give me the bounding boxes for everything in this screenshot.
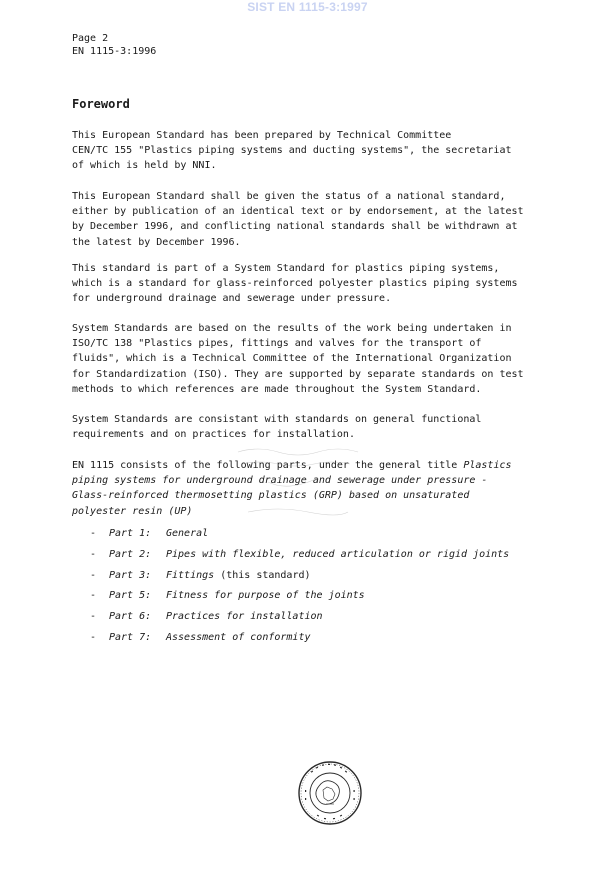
paragraph-status: This European Standard shall be given the status of a national standard, either by publication of an identical text or by endorsement, at the latest by December 1996, and conflicting national standards shall be withdrawn at the latest by December 1996. (72, 191, 524, 248)
part-number: Part 7: (109, 631, 152, 643)
list-item (90, 569, 509, 590)
part-number: Part 5: (109, 590, 152, 602)
part-title: Practices for installation (166, 611, 323, 623)
paragraph-iso-basis: System Standards are based on the results of the work being undertaken in ISO/TC 138 "Plastics pipes, fittings and valves for the transport of fluids", which is a Technical Committee of the International Organization for Standardization (ISO). They are supported by separate standards on test methods to which references are made throughout the System Standard. (72, 323, 524, 395)
list-item (90, 610, 509, 631)
paragraph-parts-intro (72, 458, 552, 519)
parts-list (90, 527, 509, 652)
list-item (90, 548, 509, 569)
section-heading: Foreword (72, 97, 130, 111)
part-title: Pipes with flexible, reduced articulation or rigid joints (166, 548, 510, 560)
page-header (72, 32, 156, 58)
official-seal-stamp (297, 760, 363, 826)
list-dash: - (90, 528, 97, 539)
paragraph-committee: This European Standard has been prepared by Technical Committee CEN/TC 155 "Plastics piping systems and ducting systems", the secretariat of which is held by NNI. (72, 130, 512, 172)
parts-intro-title-rest: piping systems for underground drainage and sewerage under pressure - Glass-reinforced thermosetting plastics (GRP) based on unsaturated polyester resin (UP) (72, 475, 488, 517)
part-title: General (166, 528, 209, 539)
part-title: Fitness for purpose of the joints (166, 590, 365, 602)
list-dash: - (90, 611, 97, 623)
document-watermark: SIST EN 1115-3:1997 (247, 0, 368, 14)
part-title: Assessment of conformity (166, 631, 311, 643)
parts-intro-title-start: Plastics (463, 460, 512, 471)
page-number: Page 2 (72, 33, 109, 44)
list-item (90, 527, 509, 548)
list-item (90, 631, 509, 652)
list-dash: - (90, 590, 97, 602)
paragraph-system-standard: This standard is part of a System Standard for plastics piping systems, which is a standard for glass-reinforced polyester plastics piping systems for underground drainage and sewerage under pressure. (72, 263, 518, 305)
list-item (90, 589, 509, 610)
part-number: Part 1: (109, 528, 152, 539)
document-reference: EN 1115-3:1996 (72, 46, 157, 57)
parts-intro-lead: EN 1115 consists of the following parts, under the general title (72, 460, 464, 471)
list-dash: - (90, 631, 97, 643)
part-number: Part 6: (109, 611, 152, 623)
paragraph-consistency: System Standards are consistant with standards on general functional requirements and on practices for installation. (72, 414, 482, 441)
part-number: Part 3: (109, 569, 152, 581)
part-number: Part 2: (109, 548, 152, 560)
part-note: (this standard) (214, 569, 311, 581)
list-dash: - (90, 548, 97, 560)
part-title: Fittings (166, 569, 215, 581)
list-dash: - (90, 569, 97, 581)
